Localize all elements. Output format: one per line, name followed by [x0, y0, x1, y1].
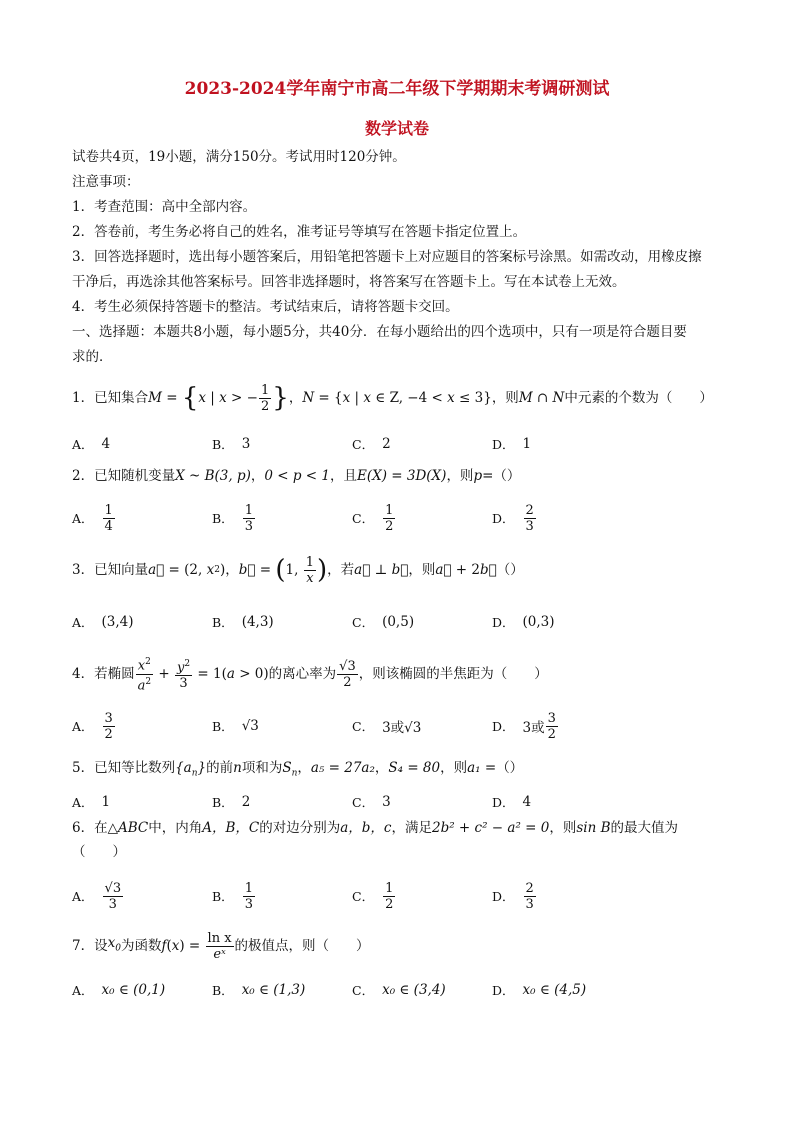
q2-option-b[interactable]: B． $\frac{1}{3}$	[212, 502, 253, 534]
q1-option-b[interactable]: B． 3	[212, 436, 251, 452]
q4-mid: 的离心率为	[268, 666, 337, 682]
q6-answer-blank: （ ）	[72, 844, 126, 860]
q1-then: ，则	[491, 390, 519, 406]
q6-condition: 2b² + c² − a² = 0	[432, 820, 550, 836]
q5-t3: ，	[297, 760, 311, 776]
q5-option-b[interactable]: B． 2	[212, 794, 251, 810]
eccentricity-value: $\frac{√3}{2}$	[339, 658, 356, 690]
q6-t3: ，满足	[391, 820, 432, 836]
q5-t4: ，	[374, 760, 389, 776]
q3-sep3: ，则	[408, 562, 436, 578]
q6-sinb: sin B	[576, 820, 611, 836]
q5-a1: a₁ =	[467, 760, 497, 776]
q1-options	[72, 424, 692, 464]
note-4: 4．考生必须保持答题卡的整洁。考试结束后，请将答题卡交回。	[72, 299, 459, 315]
q2-option-d[interactable]: D． $\frac{2}{3}$	[492, 502, 534, 534]
note-3-line2: 干净后，再选涂其他答案标号。回答非选择题时，将答案写在答题卡上。写在本试卷上无效。	[72, 274, 626, 290]
section-1-line2: 求的．	[72, 349, 113, 365]
q5-sequence: {a	[175, 760, 192, 776]
q6-option-a[interactable]: A． $\frac{√3}{3}$	[72, 880, 122, 912]
q5-cond1: a₅ = 27a₂	[310, 760, 375, 776]
q6-t1: 中，内角	[148, 820, 203, 836]
q6-sides: a，b，c	[340, 820, 392, 836]
q4-option-b[interactable]: B． √3	[212, 718, 259, 734]
q7-t1: 为函数	[120, 938, 162, 954]
q6-t5: 的最大值为	[610, 820, 679, 836]
intersection-expression: M ∩ N	[518, 390, 565, 406]
q6-options	[72, 876, 692, 916]
q1-prefix: 1．已知集合	[72, 390, 149, 406]
q1-tail: 中元素的个数为（ ）	[564, 390, 713, 406]
q3-tail: （）	[496, 562, 524, 578]
q5-options	[72, 782, 692, 822]
q2-sep3: ，则	[446, 468, 474, 484]
question-2	[72, 466, 520, 486]
q6-prefix: 6．在△	[72, 820, 118, 836]
q7-options	[72, 970, 692, 1010]
note-2: 2．答卷前，考生务必将自己的姓名，准考证号等填写在答题卡指定位置上。	[72, 224, 527, 240]
q4-option-d[interactable]: D． 3或 $\frac{3}{2}$	[492, 710, 556, 742]
q5-option-a[interactable]: A． 1	[72, 794, 111, 810]
q2-distribution: X ~ B(3, p)	[175, 468, 251, 484]
q5-option-d[interactable]: D． 4	[492, 794, 532, 810]
q5-sum-sub: n	[291, 768, 298, 779]
q3-sep2: ，若	[327, 562, 355, 578]
q3-option-b[interactable]: B． (4,3)	[212, 614, 274, 630]
q5-t2: 项和为	[241, 760, 283, 776]
q4-tail: ，则该椭圆的半焦距为（ ）	[358, 666, 548, 682]
question-1	[72, 382, 713, 414]
q1-option-d[interactable]: D． 1	[492, 436, 532, 452]
q7-option-a[interactable]: A． x₀ ∈ (0,1)	[72, 982, 166, 998]
q2-p-range: 0 < p < 1	[264, 468, 330, 484]
q3-options	[72, 602, 692, 642]
q2-option-c[interactable]: C． $\frac{1}{2}$	[352, 502, 394, 534]
q7-prefix: 7．设	[72, 938, 108, 954]
note-3-line1: 3．回答选择题时，选出每小题答案后，用铅笔把答题卡上对应题目的答案标号涂黑。如需改动，用橡皮擦	[72, 249, 702, 265]
set-m-expression: M = { x | x > − $\frac{1}{2}$ }	[148, 382, 289, 414]
q1-separator: ，	[288, 390, 303, 406]
q2-tail: =（）	[482, 468, 521, 484]
q5-sum: S	[282, 760, 292, 776]
q7-function: f ( x ) = $\frac{\text{ln x}}{\text{eˣ}}$	[161, 930, 232, 962]
vector-a-expression: a⃗ = (2, x 2 )	[148, 562, 226, 578]
q2-sep1: ，	[250, 468, 265, 484]
notice-heading: 注意事项：	[72, 174, 140, 190]
q5-t5: ，则	[440, 760, 468, 776]
q3-option-d[interactable]: D． (0,3)	[492, 614, 555, 630]
q3-prefix: 3．已知向量	[72, 562, 149, 578]
question-4	[72, 656, 548, 692]
q7-option-c[interactable]: C． x₀ ∈ (3,4)	[352, 982, 446, 998]
q5-n: n	[233, 760, 242, 776]
exam-subtitle: 数学试卷	[364, 119, 429, 138]
question-7	[72, 928, 370, 964]
q6-t2: 的对边分别为	[259, 820, 341, 836]
vector-b-expression: b⃗ = ( 1, $\frac{1}{x}$ )	[238, 554, 328, 586]
set-n-expression: N = { x | x ∈ Z, −4 < x ≤ 3}	[302, 390, 492, 406]
q6-option-c[interactable]: C． $\frac{1}{2}$	[352, 880, 394, 912]
q4-option-c[interactable]: C． 3或√3	[352, 719, 422, 736]
q6-option-d[interactable]: D． $\frac{2}{3}$	[492, 880, 534, 912]
q5-sequence-end: }	[197, 760, 207, 776]
q7-option-d[interactable]: D． x₀ ∈ (4,5)	[492, 982, 587, 998]
exam-title: 2023-2024学年南宁市高二年级下学期期末考调研测试	[184, 79, 610, 99]
question-5	[72, 758, 523, 784]
q4-option-a[interactable]: A． $\frac{3}{2}$	[72, 710, 113, 742]
q6-angles: A，B，C	[202, 820, 260, 836]
q5-cond2: S₄ = 80	[388, 760, 441, 776]
question-6	[72, 818, 678, 838]
q5-option-c[interactable]: C． 3	[352, 794, 391, 810]
q4-prefix: 4．若椭圆	[72, 666, 135, 682]
q6-option-b[interactable]: B． $\frac{1}{3}$	[212, 880, 253, 912]
q2-p: p	[473, 468, 483, 484]
q3-option-c[interactable]: C． (0,5)	[352, 614, 415, 630]
q2-prefix: 2．已知随机变量	[72, 468, 176, 484]
q3-option-a[interactable]: A． (3,4)	[72, 614, 134, 630]
q1-option-c[interactable]: C． 2	[352, 436, 391, 452]
q2-condition: E(X) = 3D(X)	[356, 468, 447, 484]
q5-sequence-sub: n	[191, 768, 198, 779]
q3-sep1: ，	[225, 562, 239, 578]
intro-line: 试卷共4页，19小题，满分150分。考试用时120分钟。	[72, 149, 406, 165]
q5-t1: 的前	[206, 760, 234, 776]
q5-tail: （）	[496, 760, 524, 776]
q4-options	[72, 706, 692, 746]
q7-x0: $x_0$	[107, 935, 121, 954]
q2-option-a[interactable]: A． $\frac{1}{4}$	[72, 502, 113, 534]
q7-t2: 的极值点，则（ ）	[234, 938, 370, 954]
q2-sep2: ，且	[329, 468, 357, 484]
section-1-line1: 一、选择题：本题共8小题，每小题5分，共40分．在每小题给出的四个选项中，只有一项是符合题目要	[72, 324, 687, 340]
q5-prefix: 5．已知等比数列	[72, 760, 176, 776]
ellipse-equation: $\frac{x^2}{a^2}$ + $\frac{y^2}{3}$ = 1( a > 0)	[137, 657, 269, 693]
vector-sum-expression: a⃗ + 2 b⃗	[435, 562, 497, 578]
question-3	[72, 554, 524, 586]
q2-options	[72, 498, 692, 538]
q6-t4: ，则	[549, 820, 577, 836]
q1-option-a[interactable]: A． 4	[72, 436, 111, 452]
q6-triangle: ABC	[117, 820, 149, 836]
q7-option-b[interactable]: B． x₀ ∈ (1,3)	[212, 982, 306, 998]
perpendicular-condition: a⃗ ⊥ b⃗	[354, 562, 409, 578]
note-1: 1．考查范围：高中全部内容。	[72, 199, 257, 215]
